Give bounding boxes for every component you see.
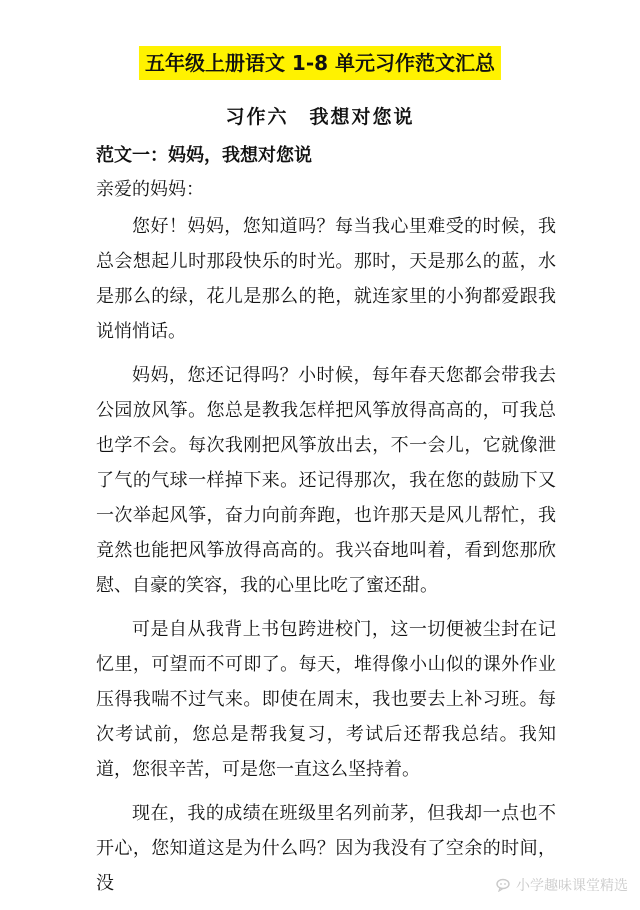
document-banner-title: 五年级上册语文 1-8 单元习作范文汇总 (139, 46, 501, 80)
watermark-text: 小学趣味课堂精选 (516, 878, 628, 894)
essay-paragraph: 现在，我的成绩在班级里名列前茅，但我却一点也不开心，您知道这是为什么吗？因为我没有了空余的时间，没 (96, 803, 556, 894)
essay-paragraph: 您好！妈妈，您知道吗？每当我心里难受的时候，我总会想起儿时那段快乐的时光。那时，天是那么的蓝，水是那么的绿，花儿是那么的艳，就连家里的小狗都爱跟我说悄悄话。 (96, 216, 556, 342)
essay-paragraph: 妈妈，您还记得吗？小时候，每年春天您都会带我去公园放风筝。您总是教我怎样把风筝放得高高的，可我总也学不会。每次我刚把风筝放出去，不一会儿，它就像泄了气的气球一样掉下来。还记得那次，我在您的鼓励下又一次举起风筝，奋力向前奔跑，也许那天是风儿帮忙，我竟然也能把风筝放得高高的。我兴奋地叫着，看到您那欣慰、自豪的笑容，我的心里比吃了蜜还甜。 (96, 365, 556, 596)
watermark (496, 875, 628, 895)
essay-paragraph: 可是自从我背上书包跨进校门，这一切便被尘封在记忆里，可望而不可即了。每天，堆得像小山似的课外作业压得我喘不过气来。即使在周末，我也要去上补习班。每次考试前，您总是帮我复习，考试后还帮我总结。我知道，您很辛苦，可是您一直这么坚持着。 (96, 619, 556, 780)
section-title: 习作六 我想对您说 (225, 106, 415, 128)
essay-salutation: 亲爱的妈妈： (96, 179, 204, 200)
essay-body (96, 172, 556, 910)
essay-title: 范文一：妈妈，我想对您说 (96, 145, 312, 166)
chat-bubble-icon (496, 878, 512, 892)
